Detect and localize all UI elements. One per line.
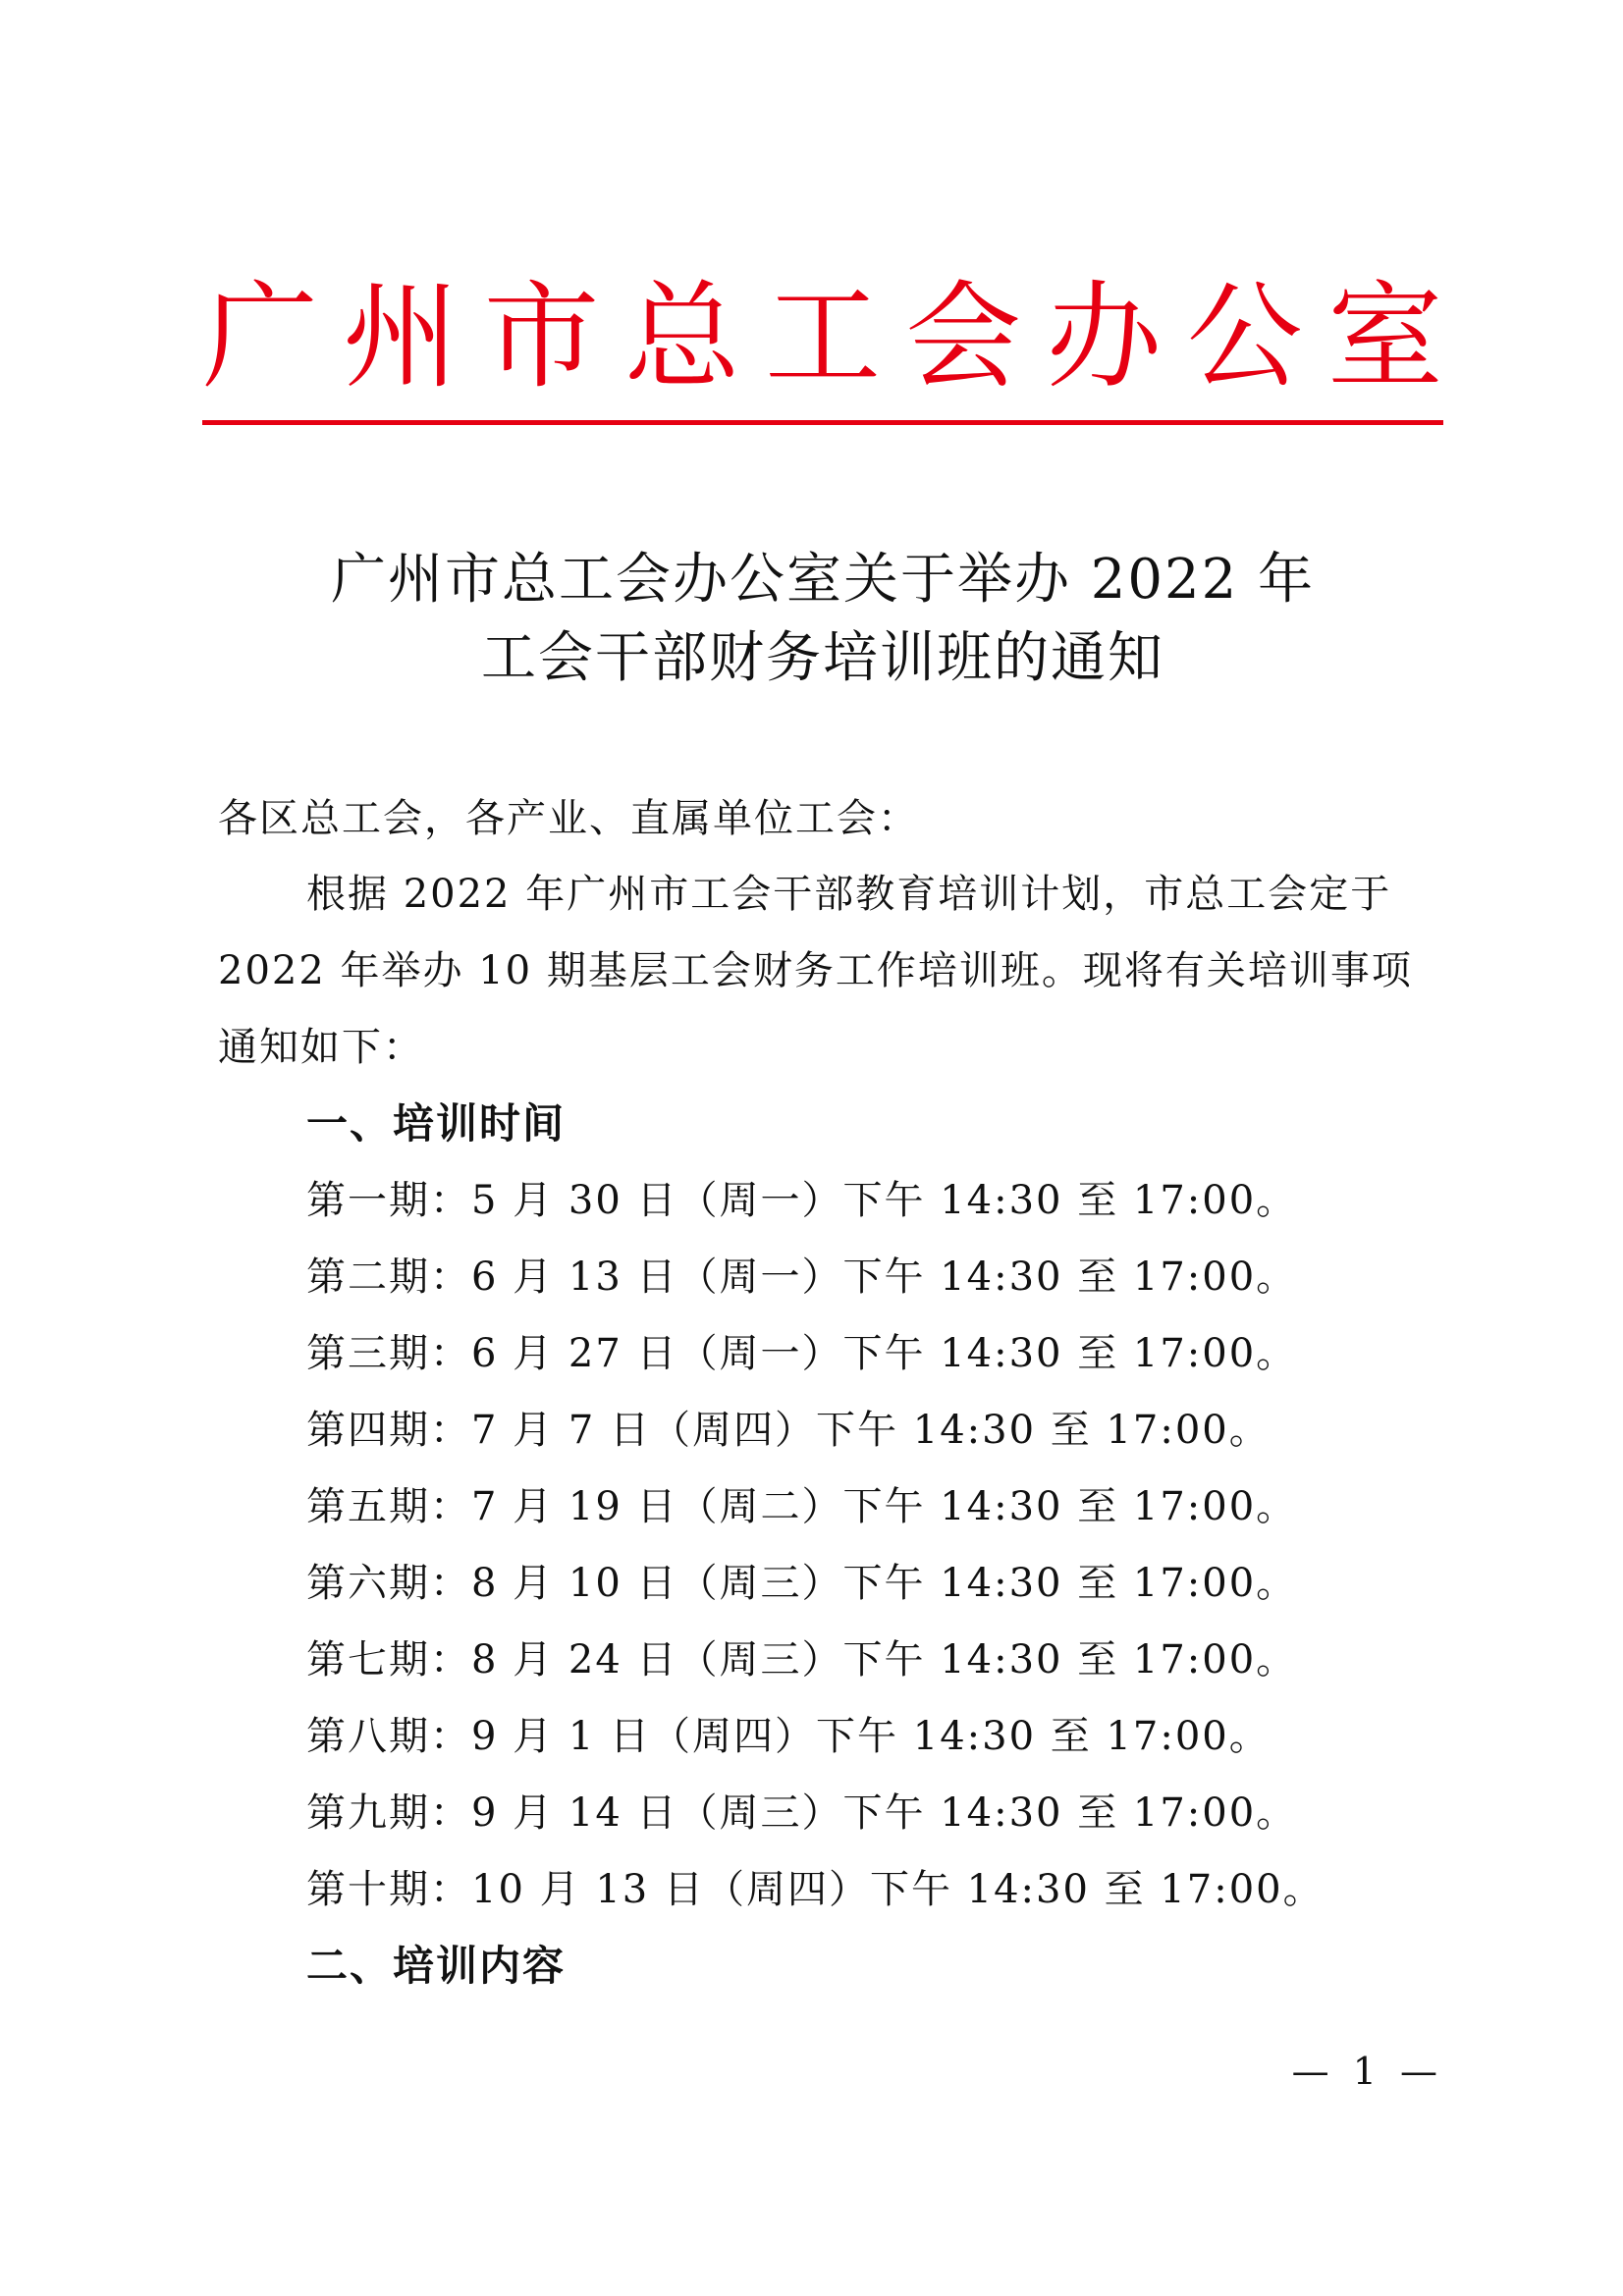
masthead-char: 办 — [1046, 269, 1163, 404]
masthead-char: 会 — [905, 269, 1022, 404]
masthead-char: 总 — [623, 269, 740, 404]
schedule-item: 第一期：5 月 30 日（周一）下午 14:30 至 17:00。 — [306, 1178, 1298, 1223]
document-title-line-1: 广州市总工会办公室关于举办 2022 年 — [330, 548, 1316, 612]
masthead-char: 广 — [202, 269, 319, 404]
schedule-item: 第九期：9 月 14 日（周三）下午 14:30 至 17:00。 — [306, 1790, 1298, 1836]
masthead-red-rule — [202, 420, 1443, 425]
masthead-char: 市 — [483, 269, 600, 404]
schedule-item: 第三期：6 月 27 日（周一）下午 14:30 至 17:00。 — [306, 1331, 1298, 1376]
schedule-item: 第二期：6 月 13 日（周一）下午 14:30 至 17:00。 — [306, 1255, 1298, 1300]
schedule-item: 第四期：7 月 7 日（周四）下午 14:30 至 17:00。 — [306, 1408, 1271, 1453]
section-heading-training-time: 一、培训时间 — [306, 1099, 567, 1148]
salutation: 各区总工会，各产业、直属单位工会： — [218, 796, 919, 841]
schedule-item: 第十期：10 月 13 日（周四）下午 14:30 至 17:00。 — [306, 1867, 1325, 1912]
masthead-char: 州 — [343, 269, 460, 404]
masthead — [202, 263, 1443, 410]
schedule-item: 第七期：8 月 24 日（周三）下午 14:30 至 17:00。 — [306, 1637, 1298, 1682]
training-schedule-list — [306, 1162, 1325, 1928]
schedule-item: 第五期：7 月 19 日（周二）下午 14:30 至 17:00。 — [306, 1484, 1298, 1529]
masthead-char: 公 — [1186, 269, 1303, 404]
masthead-char: 工 — [764, 269, 881, 404]
masthead-char: 室 — [1326, 269, 1443, 404]
page-number: — 1 — — [1291, 2050, 1443, 2093]
schedule-item: 第八期：9 月 1 日（周四）下午 14:30 至 17:00。 — [306, 1714, 1271, 1759]
section-heading-training-content: 二、培训内容 — [306, 1942, 567, 1990]
body-paragraph: 根据 2022 年广州市工会干部教育培训计划，市总工会定于 2022 年举办 10 期基层工会财务工作培训班。现将有关培训事项通知如下： — [218, 872, 1413, 1070]
document-title-line-2: 工会干部财务培训班的通知 — [481, 626, 1164, 690]
schedule-item: 第六期：8 月 10 日（周三）下午 14:30 至 17:00。 — [306, 1561, 1298, 1606]
